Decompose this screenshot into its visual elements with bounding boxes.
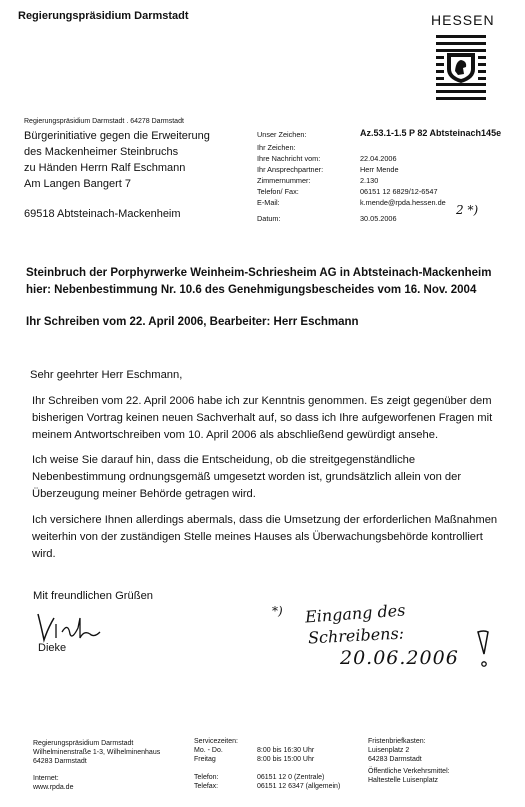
ref-value-message-date: 22.04.2006: [360, 154, 397, 163]
handwritten-note-line-1: Eingang des: [304, 600, 406, 627]
ref-label-our-reference: Unser Zeichen:: [257, 130, 307, 139]
handwritten-note-marker: *): [272, 604, 283, 618]
recipient-city: 69518 Abtsteinach-Mackenheim: [24, 208, 181, 220]
footer-service-hours-labels: [194, 737, 238, 764]
footer-transit-title: Öffentliche Verkehrsmittel:: [368, 768, 450, 775]
footer-phone-labels: [194, 773, 219, 791]
recipient-line-2: des Mackenheimer Steinbruchs: [24, 146, 179, 158]
footer-hours-label-mon-thu: Mo. - Do.: [194, 747, 223, 754]
return-address-line: Regierungspräsidium Darmstadt . 64278 Darmstadt: [24, 118, 184, 125]
ref-value-room: 2.130: [360, 176, 379, 185]
hessen-coat-of-arms-logo: [436, 33, 486, 103]
footer-phone-label: Telefon:: [194, 774, 219, 781]
footer-internet: [33, 774, 73, 792]
ref-label-phone-fax: Telefon/ Fax:: [257, 187, 299, 196]
footer-hours-label-title: Servicezeiten:: [194, 738, 238, 745]
footer-service-hours-values: [257, 746, 314, 764]
footer-address-line-2: Wilhelminenstraße 1-3, Wilhelminenhaus: [33, 749, 161, 756]
ref-label-your-reference: Ihr Zeichen:: [257, 143, 296, 152]
hessen-logo-title: HESSEN: [431, 12, 495, 28]
ref-label-message-date: Ihre Nachricht vom:: [257, 154, 321, 163]
body-paragraph-3: Ich versichere Ihnen allerdings abermals, dass die Umsetzung der erforderlichen Maßnahmen weiterhin von der zuständigen Stelle meines Hauses als Überwachungsbehörde kontrolliert wird.: [32, 514, 498, 560]
sender-header: Regierungspräsidium Darmstadt: [18, 10, 189, 22]
footer-mailbox-city: 64283 Darmstadt: [368, 756, 422, 763]
body-paragraph-1: Ihr Schreiben vom 22. April 2006 habe ich zur Kenntnis genommen. Es zeigt gegenüber dem bisherigen Vortrag keinen neuen Sachverhalt auf, so dass ich Ihre aufgeworfenen Fragen mit meinem Antwortschreiben vom 10. April 2006 als abschließend gewürdigt ansehe.: [32, 395, 493, 441]
footer-phone-value: 06151 12 0 (Zentrale): [257, 774, 325, 781]
footer-address: [33, 739, 160, 766]
ref-label-email: E-Mail:: [257, 198, 280, 207]
ref-label-contact: Ihr Ansprechpartner:: [257, 165, 324, 174]
closing-greeting: Mit freundlichen Grüßen: [33, 590, 154, 602]
footer-fax-value: 06151 12 6347 (allgemein): [257, 783, 341, 790]
footer-mailbox-street: Luisenplatz 2: [368, 747, 410, 754]
footer-address-line-3: 64283 Darmstadt: [33, 758, 87, 765]
ref-value-date: 30.05.2006: [360, 214, 397, 223]
recipient-line-1: Bürgerinitiative gegen die Erweiterung: [24, 130, 210, 142]
handwritten-exclamation-mark: [474, 626, 494, 670]
footer-hours-mon-thu: 8:00 bis 16:30 Uhr: [257, 747, 315, 754]
ref-value-our-reference: Az.53.1-1.5 P 82 Abtsteinach145e: [360, 128, 502, 138]
ref-label-date: Datum:: [257, 214, 281, 223]
recipient-line-4: Am Langen Bangert 7: [24, 178, 132, 190]
signatory-name: Dieke: [38, 642, 67, 654]
footer-internet-link[interactable]: www.rpda.de: [33, 784, 74, 791]
footer-mailbox-title: Fristenbriefkasten:: [368, 738, 426, 745]
body-paragraph-2: Ich weise Sie darauf hin, dass die Entscheidung, ob die streitgegenständliche Nebenbestimmung ordnungsgemäß umgesetzt worden ist, grundsätzlich allein von der Überzeugung meiner Behörde getragen wird.: [32, 454, 462, 500]
ref-label-room: Zimmernummer:: [257, 176, 311, 185]
subject-line-3: Ihr Schreiben vom 22. April 2006, Bearbeiter: Herr Eschmann: [26, 316, 359, 328]
handwritten-note-date: 20.06.2006: [340, 647, 459, 669]
footer-internet-label: Internet:: [33, 775, 59, 782]
footer-fax-label: Telefax:: [194, 783, 219, 790]
ref-value-contact: Herr Mende: [360, 165, 399, 174]
subject-line-2: hier: Nebenbestimmung Nr. 10.6 des Genehmigungsbescheides vom 16. Nov. 2004: [26, 284, 477, 296]
ref-value-phone-fax: 06151 12 6829/12-6547: [360, 187, 438, 196]
handwritten-date-mark: 2 *): [456, 203, 479, 217]
footer-address-line-1: Regierungspräsidium Darmstadt: [33, 740, 134, 747]
signature: [34, 610, 104, 644]
footer-transit-stop: Haltestelle Luisenplatz: [368, 777, 439, 784]
handwritten-note-line-2: Schreibens:: [307, 623, 405, 648]
footer-mailbox: [368, 737, 426, 764]
recipient-line-3: zu Händen Herrn Ralf Eschmann: [24, 162, 186, 174]
ref-value-email[interactable]: k.mende@rpda.hessen.de: [360, 198, 446, 207]
footer-hours-fri: 8:00 bis 15:00 Uhr: [257, 756, 315, 763]
salutation: Sehr geehrter Herr Eschmann,: [30, 369, 183, 381]
footer-phone-values: [257, 773, 340, 791]
footer-hours-label-fri: Freitag: [194, 756, 216, 763]
subject-line-1: Steinbruch der Porphyrwerke Weinheim-Schriesheim AG in Abtsteinach-Mackenheim: [26, 267, 492, 279]
footer-transit: [368, 767, 450, 785]
